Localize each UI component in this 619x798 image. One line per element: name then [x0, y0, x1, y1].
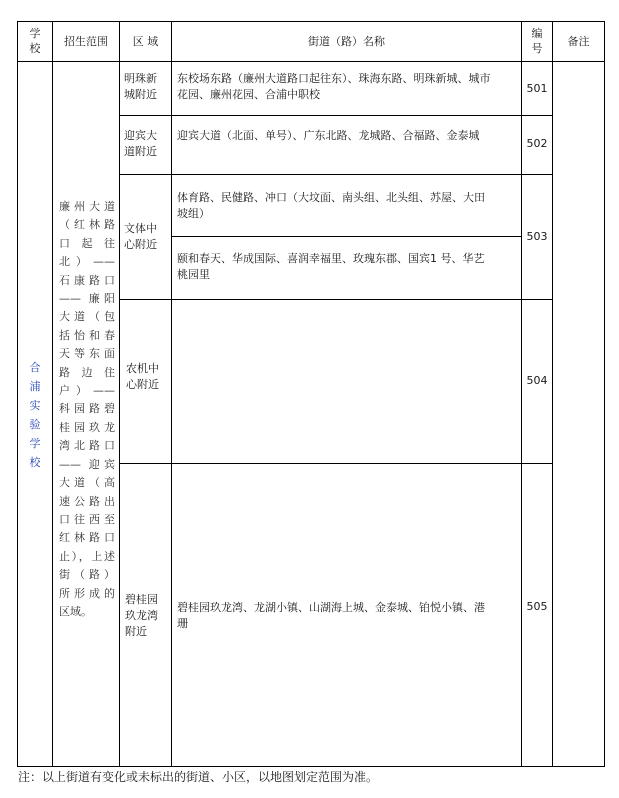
scope-line: 区域。	[59, 604, 92, 618]
streets-505	[177, 600, 519, 632]
header-bottom-line	[17, 61, 605, 62]
scope-line: 廉州大道	[59, 200, 115, 213]
row-line-2b	[171, 236, 521, 237]
area-biguiyuan	[125, 592, 171, 640]
area-mingzhu	[124, 71, 170, 103]
area-line: 城附近	[124, 88, 157, 101]
street-line: 桃园里	[177, 268, 210, 281]
header-area: 区 域	[132, 35, 159, 48]
scope-text	[59, 198, 115, 621]
area-line: 道附近	[124, 145, 157, 158]
area-line: 迎宾大	[124, 129, 157, 142]
scope-line: （红林路	[59, 218, 115, 232]
scope-line: 户）——	[59, 384, 115, 398]
col-line-5	[552, 21, 553, 767]
area-line: 附近	[125, 625, 147, 638]
number-505: 505	[526, 600, 548, 613]
street-line: 东校场东路（廉州大道路口起往东）、珠海东路、明珠新城、城市	[177, 72, 491, 85]
area-wenti	[124, 221, 170, 253]
area-yingbin	[124, 128, 170, 160]
area-line: 心附近	[124, 238, 157, 251]
scope-line: 科园路碧	[59, 402, 115, 416]
scope-line: 街（路）	[59, 568, 115, 582]
number-503: 503	[526, 230, 548, 243]
header-number: 编 号	[531, 27, 543, 55]
streets-502	[177, 128, 519, 144]
header-school: 学 校	[29, 27, 41, 55]
row-line-2	[119, 174, 553, 175]
scope-line: 石康路口	[59, 273, 115, 287]
scope-line: 桂园玖龙	[59, 420, 115, 434]
street-line: 迎宾大道（北面、单号）、广东北路、龙城路、合福路、金泰城	[177, 129, 480, 142]
scope-line: 湾北路口	[59, 439, 115, 453]
header-street: 街道（路）名称	[308, 35, 385, 48]
footnote: 注：以上街道有变化或未标出的街道、小区，以地图划定范围为准。	[18, 770, 379, 784]
streets-503b	[177, 251, 519, 283]
scope-line: —— 廉阳	[59, 292, 115, 306]
area-line: 文体中	[124, 222, 157, 235]
street-line: 碧桂园玖龙湾、龙湖小镇、山湖海上城、金泰城、铂悦小镇、港	[177, 601, 485, 614]
scope-line: 大道（高	[59, 476, 115, 490]
area-line: 农机中	[126, 362, 159, 375]
row-line-4	[119, 463, 553, 464]
scope-line: 路 边 住	[59, 365, 115, 379]
col-line-1	[52, 21, 53, 767]
header-scope: 招生范围	[64, 35, 108, 48]
scope-line: —— 迎宾	[59, 457, 115, 471]
area-line: 碧桂园	[125, 593, 158, 606]
scope-line: 所形成的	[59, 586, 115, 600]
street-line: 坡组）	[177, 207, 210, 220]
area-line: 明珠新	[124, 72, 157, 85]
table-border-top	[17, 21, 605, 22]
street-line: 珊	[177, 617, 188, 630]
scope-line: 红林路口	[59, 531, 115, 545]
header-remark: 备注	[567, 35, 590, 48]
number-501: 501	[526, 82, 548, 95]
streets-503a	[177, 190, 519, 222]
col-line-2	[119, 21, 120, 767]
scope-line: 口往西至	[59, 512, 115, 526]
number-502: 502	[526, 137, 548, 150]
street-line: 体育路、民健路、冲口（大坟面、南头组、北头组、苏屋、大田	[177, 191, 485, 204]
scope-line: 口 起 往	[59, 236, 115, 250]
col-line-4	[521, 21, 522, 767]
area-nongji	[126, 361, 170, 393]
area-line: 玖龙湾	[125, 609, 158, 622]
scope-line: 括怡和春	[59, 328, 115, 342]
street-line: 颐和春天、华成国际、喜润幸福里、玫瑰东郡、国宾1 号、华艺	[177, 252, 485, 265]
row-line-1	[119, 115, 553, 116]
scope-line: 大道（包	[59, 310, 115, 324]
col-line-3	[171, 21, 172, 767]
street-line: 花园、廉州花园、合浦中职校	[177, 88, 320, 101]
streets-501	[177, 71, 519, 103]
scope-line: 速公路出	[59, 494, 115, 508]
school-name: 合 浦 实 验 学 校	[29, 361, 41, 469]
area-line: 心附近	[126, 378, 159, 391]
number-504: 504	[526, 374, 548, 387]
table-border-right	[604, 21, 605, 767]
scope-line: 天等东面	[59, 347, 115, 361]
scope-line: 止），上述	[59, 549, 115, 563]
table-border-bottom	[17, 766, 605, 767]
scope-line: 北）——	[59, 255, 115, 269]
row-line-3	[119, 299, 553, 300]
